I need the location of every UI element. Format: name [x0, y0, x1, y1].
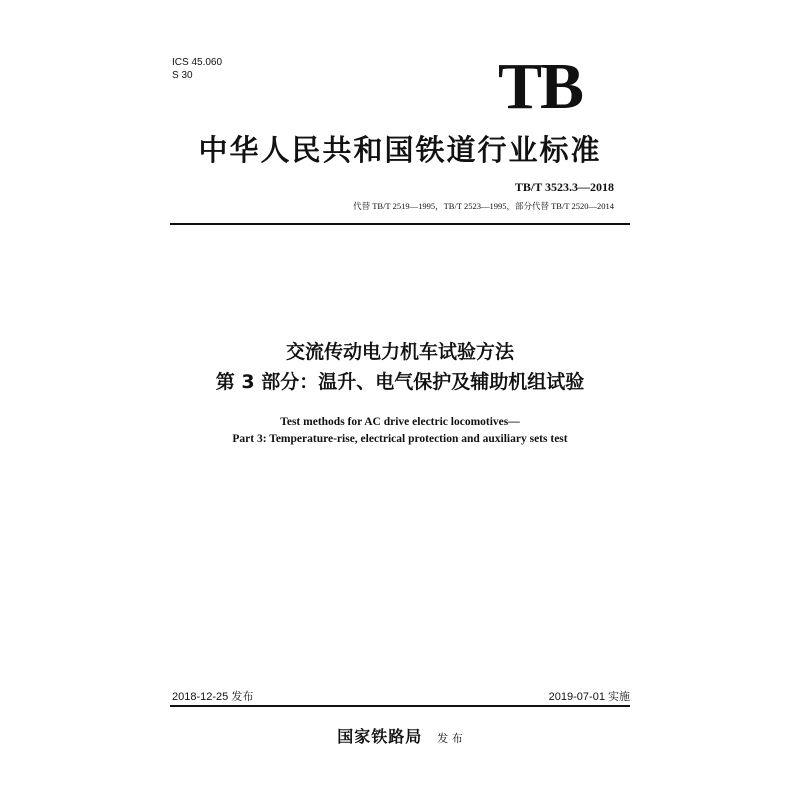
bottom-divider: [170, 705, 630, 707]
standard-code: TB/T 3523.3—2018: [514, 180, 614, 194]
industry-standard-title: 中华人民共和国铁道行业标准: [198, 133, 602, 167]
implementation-date: 2019-07-01 实施: [548, 691, 630, 703]
top-divider: [170, 223, 630, 225]
english-title-line-2: Part 3: Temperature-rise, electrical protection and auxiliary sets test: [232, 433, 568, 445]
ics-code: ICS 45.060: [172, 57, 223, 68]
chinese-title-line-1: 交流传动电力机车试验方法: [285, 341, 514, 363]
chinese-title-line-2: 第 3 部分：温升、电气保护及辅助机组试验: [215, 371, 585, 393]
english-title-line-1: Test methods for AC drive electric locomotives—: [280, 416, 520, 428]
publisher-line: [0, 724, 800, 747]
publisher-name: 国家铁路局: [337, 727, 423, 746]
replaces-note: 代替 TB/T 2519—1995，TB/T 2523—1995，部分代替 TB/T 2520—2014: [353, 201, 614, 211]
classification-codes: [172, 56, 222, 82]
issue-date: 2018-12-25 发布: [172, 691, 254, 703]
publish-verb: 发 布: [437, 732, 463, 745]
ccs-code: S 30: [172, 70, 193, 81]
tb-logo: TB: [497, 50, 582, 123]
